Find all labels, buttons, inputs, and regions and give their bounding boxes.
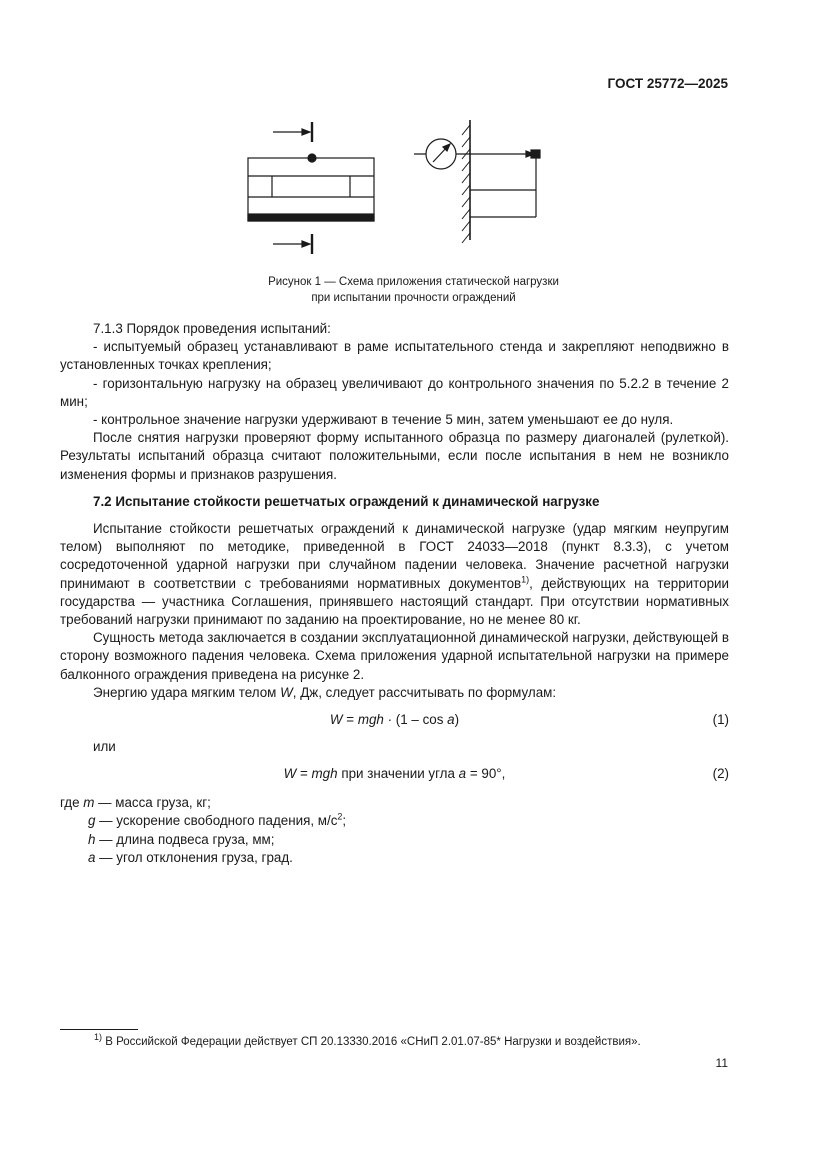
or-text: или — [93, 739, 116, 755]
footnote-divider — [60, 1029, 138, 1030]
caption-line-2: при испытании прочности ограждений — [311, 292, 516, 304]
paragraph-method: Испытание стойкости решетчатых ограждений к динамической нагрузке (удар мягким неупругим телом) выполняют по методике, приведенной в ГОСТ 24033—2018 (пункт 8.3.3), с учетом сосредоточенной ударной нагрузки при случайном падении человека. Значение расчетной нагрузки принимают в соответствии с требованиями нормативных документов$^{1)}$, действующих на территории государства — участника Соглашения, принявшего настоящий стандарт. При отсутствии нормативных требований нагрузки принимают по заданию на проектирование, но не менее 80 кг. — [60, 521, 729, 628]
footnote: $^{1)}$ В Российской Федерации действует СП 20.13330.2016 «СНиП 2.01.07-85* Нагрузки и воздействия». — [94, 1032, 641, 1048]
document-header: ГОСТ 25772—2025 — [607, 76, 728, 91]
paragraph-results: После снятия нагрузки проверяют форму испытанного образца по размеру диагоналей (рулеткой). Результаты испытаний образца считают положительными, если после испытания в нем не возникло изменения формы и признаков разрушения. — [60, 430, 729, 482]
wall-hatching — [462, 125, 470, 243]
footnote-ref: 1) — [521, 574, 530, 585]
paragraph-essence: Сущность метода заключается в создании эксплуатационной динамической нагрузки, действующей в сторону возможного падения человека. Схема приложения ударной испытательной нагрузки на примере балконного ограждения приведена на рисунке 2. — [60, 630, 729, 682]
formula-2: W = mgh при значении угла a = 90°, (2) — [283, 766, 729, 782]
list-item-2: - горизонтальную нагрузку на образец увеличивают до контрольного значения по 5.2.2 в течение 2 мин; — [60, 375, 729, 409]
formula-1: W = mgh · (1 – cos a) (1) — [329, 712, 729, 728]
legend-m: где m — масса груза, кг; — [60, 795, 211, 811]
footnote-mark: 1) — [94, 1032, 103, 1043]
fence-panel — [248, 158, 374, 221]
page-number: 11 — [715, 1056, 728, 1070]
static-load-diagram — [240, 117, 560, 257]
section-713-title: 7.1.3 Порядок проведения испытаний: — [93, 321, 331, 336]
document-body — [60, 320, 729, 867]
section-72-title: 7.2 Испытание стойкости решетчатых ограждений к динамической нагрузке — [93, 493, 600, 509]
formula-1-number: (1) — [712, 712, 729, 728]
legend-a: a — угол отклонения груза, град. — [88, 849, 293, 865]
list-item-1: - испытуемый образец устанавливают в раме испытательного стенда и закрепляют неподвижно в установленных точках крепления; — [60, 339, 729, 373]
fixing-block — [531, 150, 540, 158]
list-item-3: - контрольное значение нагрузки удерживают в течение 5 мин, затем уменьшают ее до нуля. — [93, 412, 674, 428]
legend-g: g — ускорение свободного падения, $м/с^2$; — [88, 812, 347, 829]
figure-caption — [0, 274, 827, 306]
symbols-legend — [60, 794, 729, 867]
paragraph-energy: Энергию удара мягким телом W, Дж, следует рассчитывать по формулам: — [93, 684, 557, 700]
fence-base — [248, 214, 374, 221]
arrowhead-bottom — [302, 241, 310, 247]
legend-h: h — длина подвеса груза, мм; — [88, 831, 275, 847]
formula-2-number: (2) — [712, 766, 729, 782]
load-point — [308, 154, 316, 162]
caption-line-1: Рисунок 1 — Схема приложения статической нагрузки — [268, 276, 559, 288]
arrowhead-top — [302, 129, 310, 135]
